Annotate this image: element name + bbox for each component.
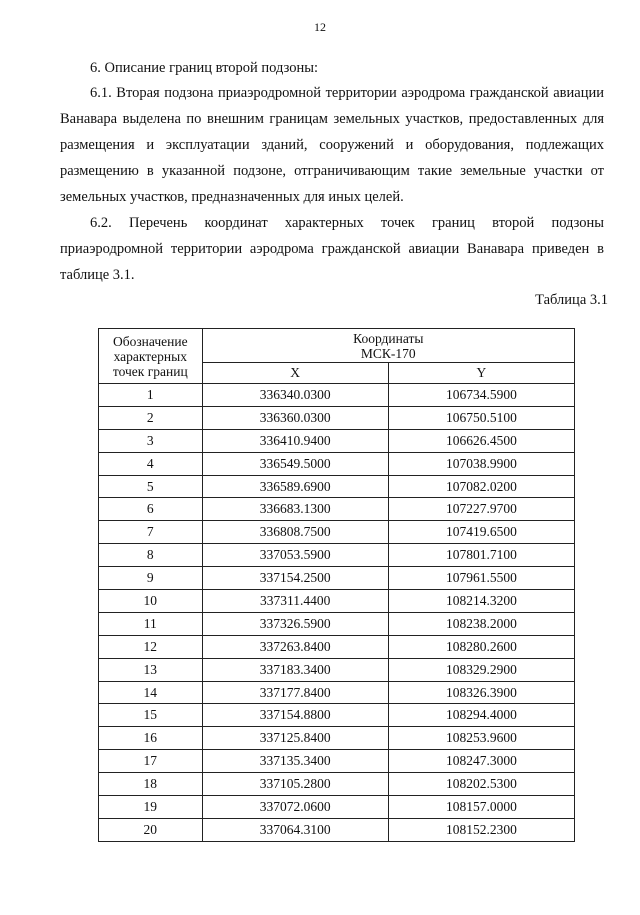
- table-row: [99, 521, 575, 544]
- table-body: [99, 384, 575, 842]
- coordinate-x-cell: 337053.5900: [202, 544, 388, 567]
- point-number-cell: 17: [99, 750, 203, 773]
- paragraph-6-1: 6.1. Вторая подзона приаэродромной территории аэродрома гражданской авиации Ванавара выделена по внешним границам земельных участков, предоставленных для размещения и эксплуатации зданий, сооружений и оборудования, подлежащих размещению в указанной подзоне, отграничивающим такие земельные участки от земельных участков, предназначенных для иных целей.: [60, 85, 604, 205]
- table-caption: Таблица 3.1: [535, 292, 608, 308]
- coordinates-group-header-line: Координаты: [353, 330, 424, 346]
- coordinate-y-cell: 108202.5300: [388, 773, 574, 796]
- coordinate-x-cell: 337183.3400: [202, 658, 388, 681]
- point-number-cell: 18: [99, 773, 203, 796]
- coordinate-y-cell: 107961.5500: [388, 567, 574, 590]
- coordinate-x-cell: 336549.5000: [202, 452, 388, 475]
- table-row: [99, 750, 575, 773]
- point-label-header: [99, 329, 203, 384]
- section-heading: 6. Описание границ второй подзоны:: [90, 60, 318, 76]
- table-row: [99, 818, 575, 841]
- coordinate-x-cell: 337177.8400: [202, 681, 388, 704]
- table-row: [99, 475, 575, 498]
- point-number-cell: 2: [99, 406, 203, 429]
- coordinate-x-cell: 337154.2500: [202, 567, 388, 590]
- table-row: [99, 498, 575, 521]
- table-row: [99, 612, 575, 635]
- coordinate-x-cell: 337072.0600: [202, 796, 388, 819]
- coordinate-y-cell: 107419.6500: [388, 521, 574, 544]
- coordinate-y-cell: 108214.3200: [388, 590, 574, 613]
- coordinate-y-cell: 106626.4500: [388, 429, 574, 452]
- table-row: [99, 567, 575, 590]
- table-row: [99, 544, 575, 567]
- coordinates-table: [98, 328, 575, 842]
- point-number-cell: 20: [99, 818, 203, 841]
- coordinate-x-cell: 336808.7500: [202, 521, 388, 544]
- coordinate-x-cell: 336340.0300: [202, 384, 388, 407]
- point-number-cell: 19: [99, 796, 203, 819]
- point-number-cell: 1: [99, 384, 203, 407]
- coordinate-y-cell: 108329.2900: [388, 658, 574, 681]
- coordinate-y-cell: 107227.9700: [388, 498, 574, 521]
- point-number-cell: 9: [99, 567, 203, 590]
- table-row: [99, 727, 575, 750]
- column-header-x: X: [202, 363, 388, 384]
- table-row: [99, 681, 575, 704]
- coordinate-x-cell: 337135.3400: [202, 750, 388, 773]
- coordinates-group-header-line: МСК-170: [360, 345, 416, 361]
- coordinate-y-cell: 108238.2000: [388, 612, 574, 635]
- point-number-cell: 14: [99, 681, 203, 704]
- point-number-cell: 13: [99, 658, 203, 681]
- coordinate-y-cell: 108294.4000: [388, 704, 574, 727]
- point-number-cell: 5: [99, 475, 203, 498]
- point-number-cell: 15: [99, 704, 203, 727]
- coordinate-y-cell: 108280.2600: [388, 635, 574, 658]
- table-row: [99, 429, 575, 452]
- table-row: [99, 635, 575, 658]
- point-number-cell: 11: [99, 612, 203, 635]
- coordinate-y-cell: 108326.3900: [388, 681, 574, 704]
- point-number-cell: 6: [99, 498, 203, 521]
- coordinate-x-cell: 337263.8400: [202, 635, 388, 658]
- coordinate-x-cell: 337311.4400: [202, 590, 388, 613]
- coordinate-x-cell: 337154.8800: [202, 704, 388, 727]
- table-row: [99, 384, 575, 407]
- point-number-cell: 8: [99, 544, 203, 567]
- coordinate-y-cell: 108152.2300: [388, 818, 574, 841]
- coordinate-x-cell: 337105.2800: [202, 773, 388, 796]
- point-number-cell: 10: [99, 590, 203, 613]
- table-row: [99, 796, 575, 819]
- coordinate-x-cell: 336360.0300: [202, 406, 388, 429]
- coordinate-y-cell: 107082.0200: [388, 475, 574, 498]
- coordinate-y-cell: 107801.7100: [388, 544, 574, 567]
- table-header-row: [99, 329, 575, 363]
- page-number: 12: [314, 20, 326, 34]
- coordinates-group-header: [202, 329, 574, 363]
- point-number-cell: 3: [99, 429, 203, 452]
- coordinate-y-cell: 108247.3000: [388, 750, 574, 773]
- coordinate-x-cell: 337326.5900: [202, 612, 388, 635]
- table-row: [99, 704, 575, 727]
- coordinate-x-cell: 336410.9400: [202, 429, 388, 452]
- point-label-header-line: точек границ: [112, 363, 188, 379]
- column-header-y: Y: [388, 363, 574, 384]
- table-row: [99, 773, 575, 796]
- coordinate-x-cell: 336683.1300: [202, 498, 388, 521]
- table-row: [99, 590, 575, 613]
- table-row: [99, 452, 575, 475]
- point-label-header-line: Обозначение: [112, 333, 188, 349]
- table-row: [99, 406, 575, 429]
- point-number-cell: 7: [99, 521, 203, 544]
- coordinate-y-cell: 107038.9900: [388, 452, 574, 475]
- coordinate-x-cell: 337125.8400: [202, 727, 388, 750]
- coordinate-y-cell: 108253.9600: [388, 727, 574, 750]
- point-number-cell: 12: [99, 635, 203, 658]
- point-label-header-line: характерных: [113, 348, 187, 364]
- coordinate-y-cell: 106734.5900: [388, 384, 574, 407]
- table-row: [99, 658, 575, 681]
- coordinate-x-cell: 336589.6900: [202, 475, 388, 498]
- coordinate-y-cell: 108157.0000: [388, 796, 574, 819]
- paragraph-6-2: 6.2. Перечень координат характерных точек границ второй подзоны приаэродромной территории аэродрома гражданской авиации Ванавара приведен в таблице 3.1.: [60, 215, 604, 283]
- coordinate-x-cell: 337064.3100: [202, 818, 388, 841]
- point-number-cell: 4: [99, 452, 203, 475]
- coordinate-y-cell: 106750.5100: [388, 406, 574, 429]
- point-number-cell: 16: [99, 727, 203, 750]
